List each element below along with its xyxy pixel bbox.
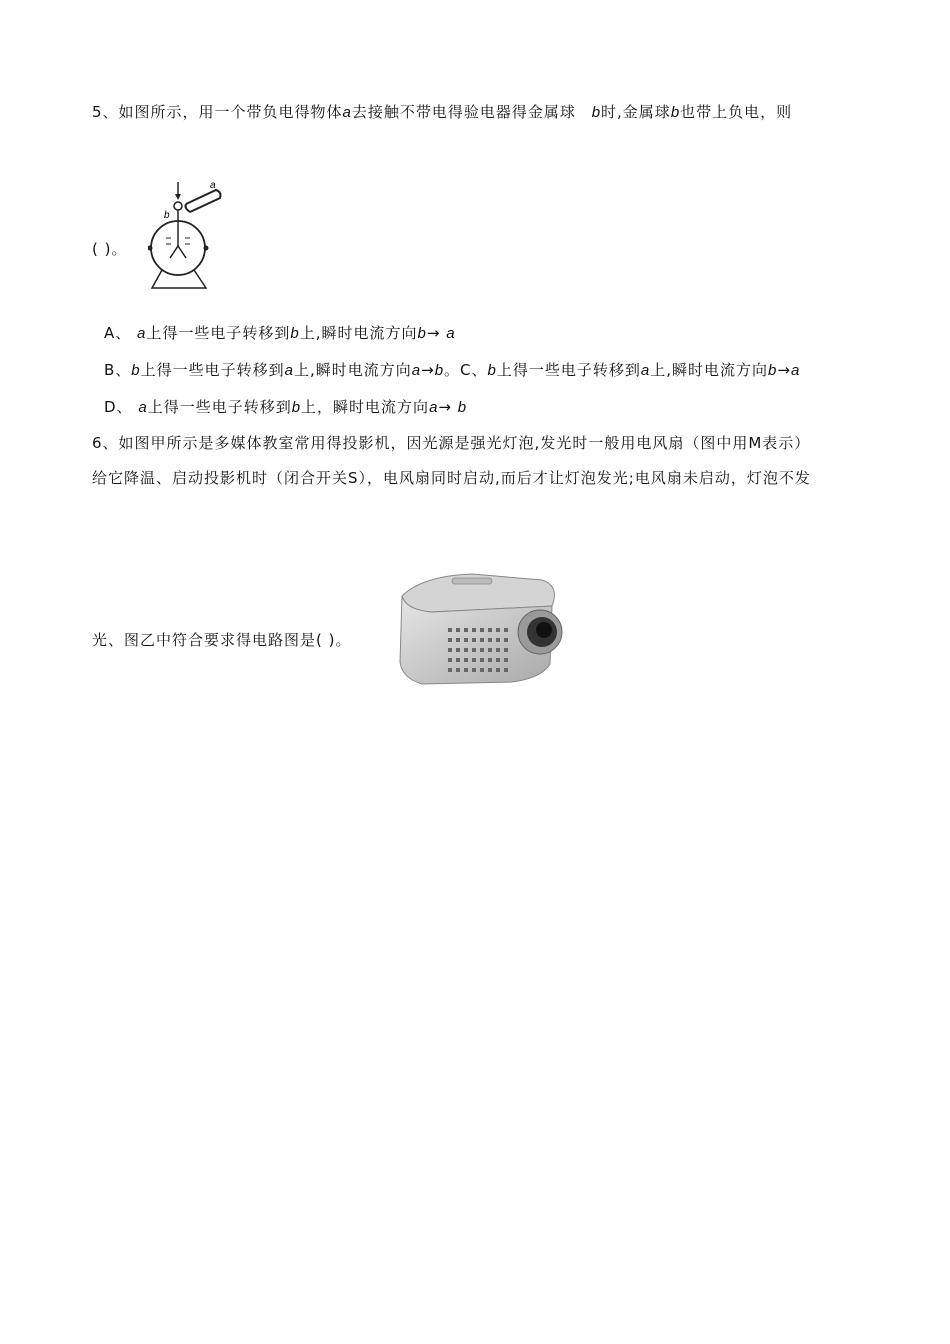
- label-b: b: [164, 210, 170, 221]
- q5-stem-line1: 5、如图所示，用一个带负电得物体a去接触不带电得验电器得金属球 b时,金属球b也带上负电，则: [92, 103, 793, 121]
- electroscope-figure: [148, 170, 228, 294]
- q6-stem-line1: 6、如图甲所示是多媒体教室常用得投影机，因光源是强光灯泡,发光时一般用电风扇（图中用M表示）: [92, 434, 811, 452]
- q5-option-d: D、 a上得一些电子转移到b上，瞬时电流方向a→ b: [104, 398, 468, 416]
- projector-figure: [392, 566, 568, 690]
- label-a: a: [210, 180, 216, 191]
- q5-answer-bracket: ( )。: [92, 240, 128, 258]
- q6-stem-line3: 光、图乙中符合要求得电路图是( )。: [92, 631, 352, 649]
- q5-option-b-c: B、b上得一些电子转移到a上,瞬时电流方向a→b。C、b上得一些电子转移到a上,瞬时电流方向b→a: [104, 361, 801, 379]
- q6-stem-line2: 给它降温、启动投影机时（闭合开关S），电风扇同时启动,而后才让灯泡发光;电风扇未启动，灯泡不发: [92, 469, 811, 487]
- q5-option-a: A、 a上得一些电子转移到b上,瞬时电流方向b→ a: [104, 324, 456, 342]
